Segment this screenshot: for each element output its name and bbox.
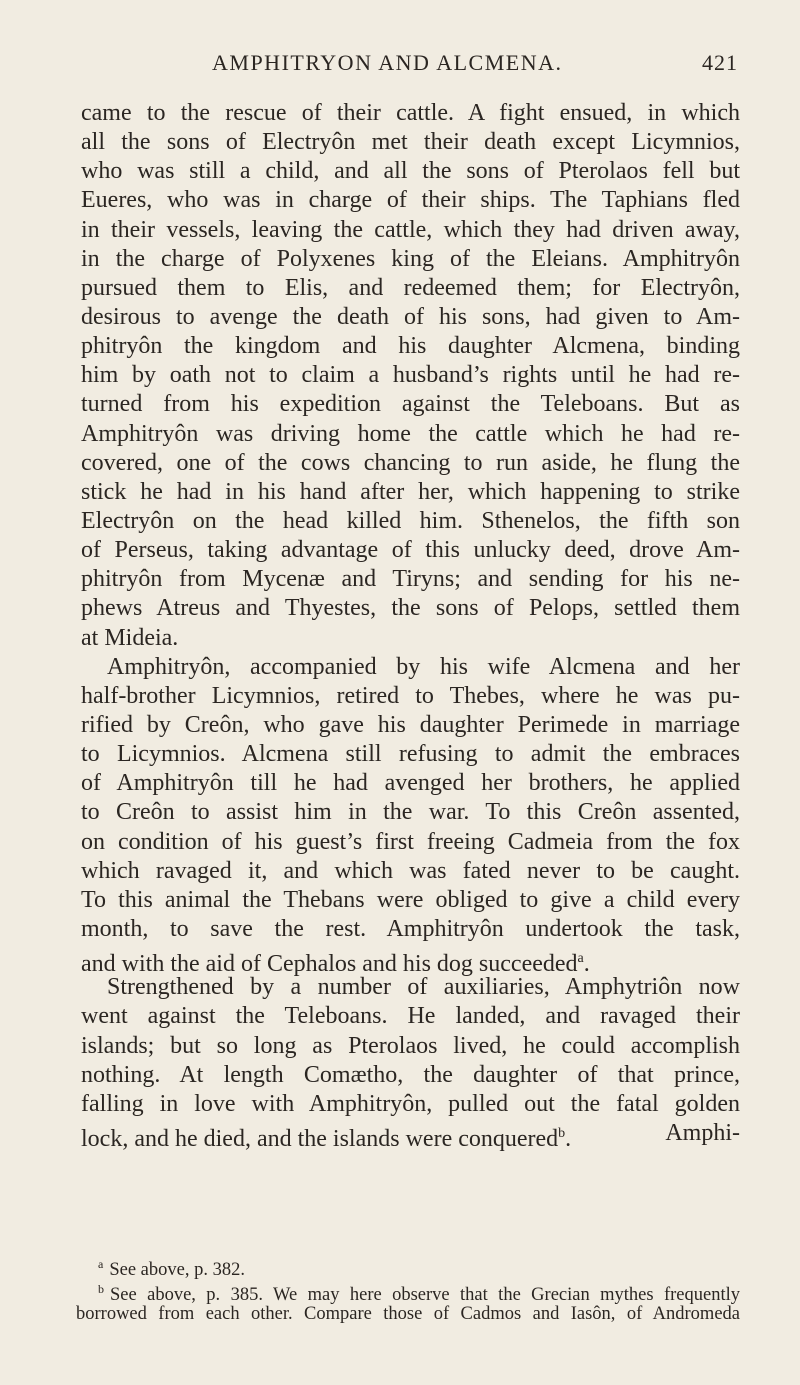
text-segment: lock, and he died, and the islands were conquered (81, 1125, 559, 1152)
text-line: in the charge of Polyxenes king of the Eleians. Amphitryôn (81, 245, 740, 272)
footnote (76, 1252, 740, 1281)
footnotes (76, 1252, 740, 1327)
footnote-reference: b (558, 1125, 566, 1141)
text-line: in their vessels, leaving the cattle, which they had driven away, (81, 216, 740, 243)
running-title: AMPHITRYON AND ALCMENA. (212, 50, 563, 75)
text-line: Electryôn on the head killed him. Sthenelos, the fifth son (81, 507, 740, 534)
footnote (76, 1277, 740, 1306)
page-number: 421 (702, 50, 738, 75)
text-line: turned from his expedition against the Teleboans. But as (81, 391, 740, 418)
text-line: Eueres, who was in charge of their ships. The Taphians fled (81, 187, 740, 214)
text-line: to Licymnios. Alcmena still refusing to admit the embraces (81, 741, 740, 768)
footnote-text: See above, p. 385. We may here observe that the Grecian mythes frequently (110, 1285, 740, 1306)
text-line: phews Atreus and Thyestes, the sons of Pelops, settled them (81, 595, 740, 622)
text-line: rified by Creôn, who gave his daughter Perimede in marriage (81, 711, 740, 738)
text-line: on condition of his guest’s first freeing Cadmeia from the fox (81, 828, 740, 855)
text-line: falling in love with Amphitryôn, pulled out the fatal golden (81, 1090, 740, 1117)
footnote-reference: a (577, 951, 584, 967)
text-line: phitryôn from Mycenæ and Tiryns; and sending for his ne- (81, 566, 740, 593)
text-line: who was still a child, and all the sons of Pterolaos fell but (81, 158, 740, 185)
text-line: of Amphitryôn till he had avenged her brothers, he applied (81, 770, 740, 797)
text-segment: Amphi- (665, 1119, 740, 1146)
text-line: of Perseus, taking advantage of this unlucky deed, drove Am- (81, 537, 740, 564)
text-line: came to the rescue of their cattle. A fight ensued, in which (81, 100, 740, 126)
footnote-mark: b (98, 1282, 104, 1296)
text-line: nothing. At length Comætho, the daughter of that prince, (81, 1061, 740, 1088)
text-line: all the sons of Electryôn met their death except Licymnios, (81, 129, 740, 156)
text-line: To this animal the Thebans were obliged to give a child every (81, 886, 740, 913)
footnote-continuation: borrowed from each other. Compare those of Cadmos and Iasôn, of Andromeda (76, 1304, 740, 1324)
text-line: at Mideia. (81, 624, 179, 651)
text-line: and with the aid of Cephalos and his dog succeeded$^a$. (81, 951, 590, 978)
text-line: pursued them to Elis, and redeemed them; for Electryôn, (81, 274, 740, 301)
footnote-text: See above, p. 382. (109, 1260, 245, 1281)
text-segment: and with the aid of Cephalos and his dog succeeded (81, 951, 578, 978)
text-line: went against the Teleboans. He landed, and ravaged their (81, 1003, 740, 1030)
text-line: stick he had in his hand after her, which happening to strike (81, 478, 740, 505)
text-line: Amphitryôn, accompanied by his wife Alcmena and her (107, 653, 740, 680)
text-line: desirous to avenge the death of his sons, had given to Am- (81, 303, 740, 330)
text-line: which ravaged it, and which was fated never to be caught. (81, 857, 740, 884)
footnote-mark: a (98, 1257, 104, 1271)
text-line: lock, and he died, and the islands were conquered$^b$. Amphi- (81, 1119, 740, 1152)
text-line: islands; but so long as Pterolaos lived, he could accomplish (81, 1032, 740, 1059)
text-line: half-brother Licymnios, retired to Thebes, where he was pu- (81, 682, 740, 709)
text-line: Strengthened by a number of auxiliaries, Amphytriôn now (107, 974, 740, 1001)
body-text (81, 99, 740, 1152)
text-line: month, to save the rest. Amphitryôn undertook the task, (81, 915, 740, 942)
text-line: Amphitryôn was driving home the cattle which he had re- (81, 420, 740, 447)
text-line: covered, one of the cows chancing to run aside, he flung the (81, 449, 740, 476)
running-head (0, 50, 800, 86)
text-line: him by oath not to claim a husband’s rights until he had re- (81, 362, 740, 389)
text-line: phitryôn the kingdom and his daughter Alcmena, binding (81, 333, 740, 360)
text-line: to Creôn to assist him in the war. To this Creôn assented, (81, 799, 740, 826)
